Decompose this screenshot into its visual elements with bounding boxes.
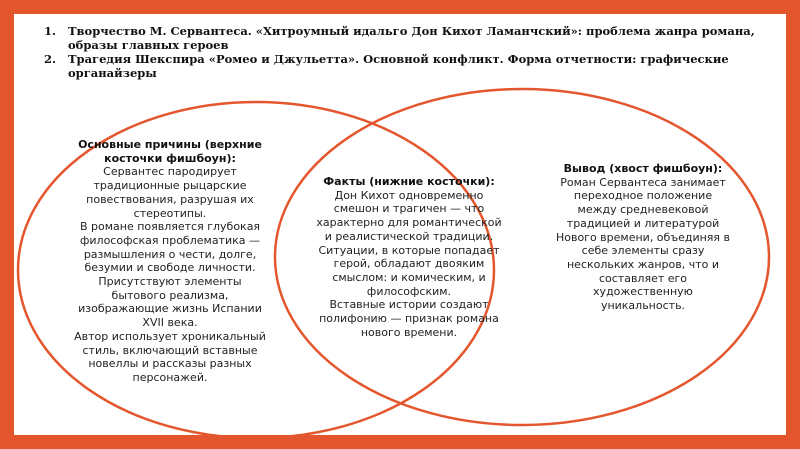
venn-center-block — [316, 175, 502, 339]
venn-left-text: Сервантес пародирует традиционные рыцарские повествования, разрушая их стереотипы. — [86, 165, 254, 220]
topic-number: 2. — [44, 52, 57, 66]
venn-right-text: Роман Сервантеса занимает переходное положение между средневековой традицией и литературой Нового времени, объединяя в себе элементы сразу нескольких жанров, что и составляет его художественную уникальность. — [555, 175, 731, 313]
venn-right-block — [554, 162, 732, 313]
venn-left-block — [72, 138, 268, 385]
venn-left-text: В романе появляется глубокая философская проблематика — размышления о чести, долге, безумии и свободе личности. — [79, 220, 261, 275]
venn-center-text: Вставные истории создают полифонию — признак романа нового времени. — [319, 298, 499, 339]
topic-number: 1. — [44, 24, 57, 38]
venn-left-text: Автор использует хроникальный стиль, включающий вставные новеллы и рассказы разных персонажей. — [74, 329, 266, 384]
venn-center-title: Факты (нижние косточки): — [323, 175, 495, 188]
venn-left-text: Присутствуют элементы бытового реализма, изображающие жизнь Испании XVII века. — [78, 275, 262, 330]
topic-item-2 — [44, 52, 784, 80]
venn-center-text: Дон Кихот одновременно смешон и трагичен — что характерно для романтической и реалистической традиции. Ситуации, в которые попадает герой, обладают двояким смыслом: и комическим, и философским. — [316, 188, 502, 298]
topic-list — [44, 24, 784, 80]
topic-text: Творчество М. Сервантеса. «Хитроумный идальго Дон Кихот Ламанчский»: проблема жанра романа, образы главных героев — [68, 24, 755, 52]
venn-right-title: Вывод (хвост фишбоун): — [563, 162, 723, 175]
venn-left-title: Основные причины (верхние косточки фишбоун): — [78, 138, 262, 165]
slide — [14, 14, 786, 435]
topic-text: Трагедия Шекспира «Ромео и Джульетта». Основной конфликт. Форма отчетности: графические органайзеры — [68, 52, 729, 80]
topic-item-1 — [44, 24, 784, 52]
